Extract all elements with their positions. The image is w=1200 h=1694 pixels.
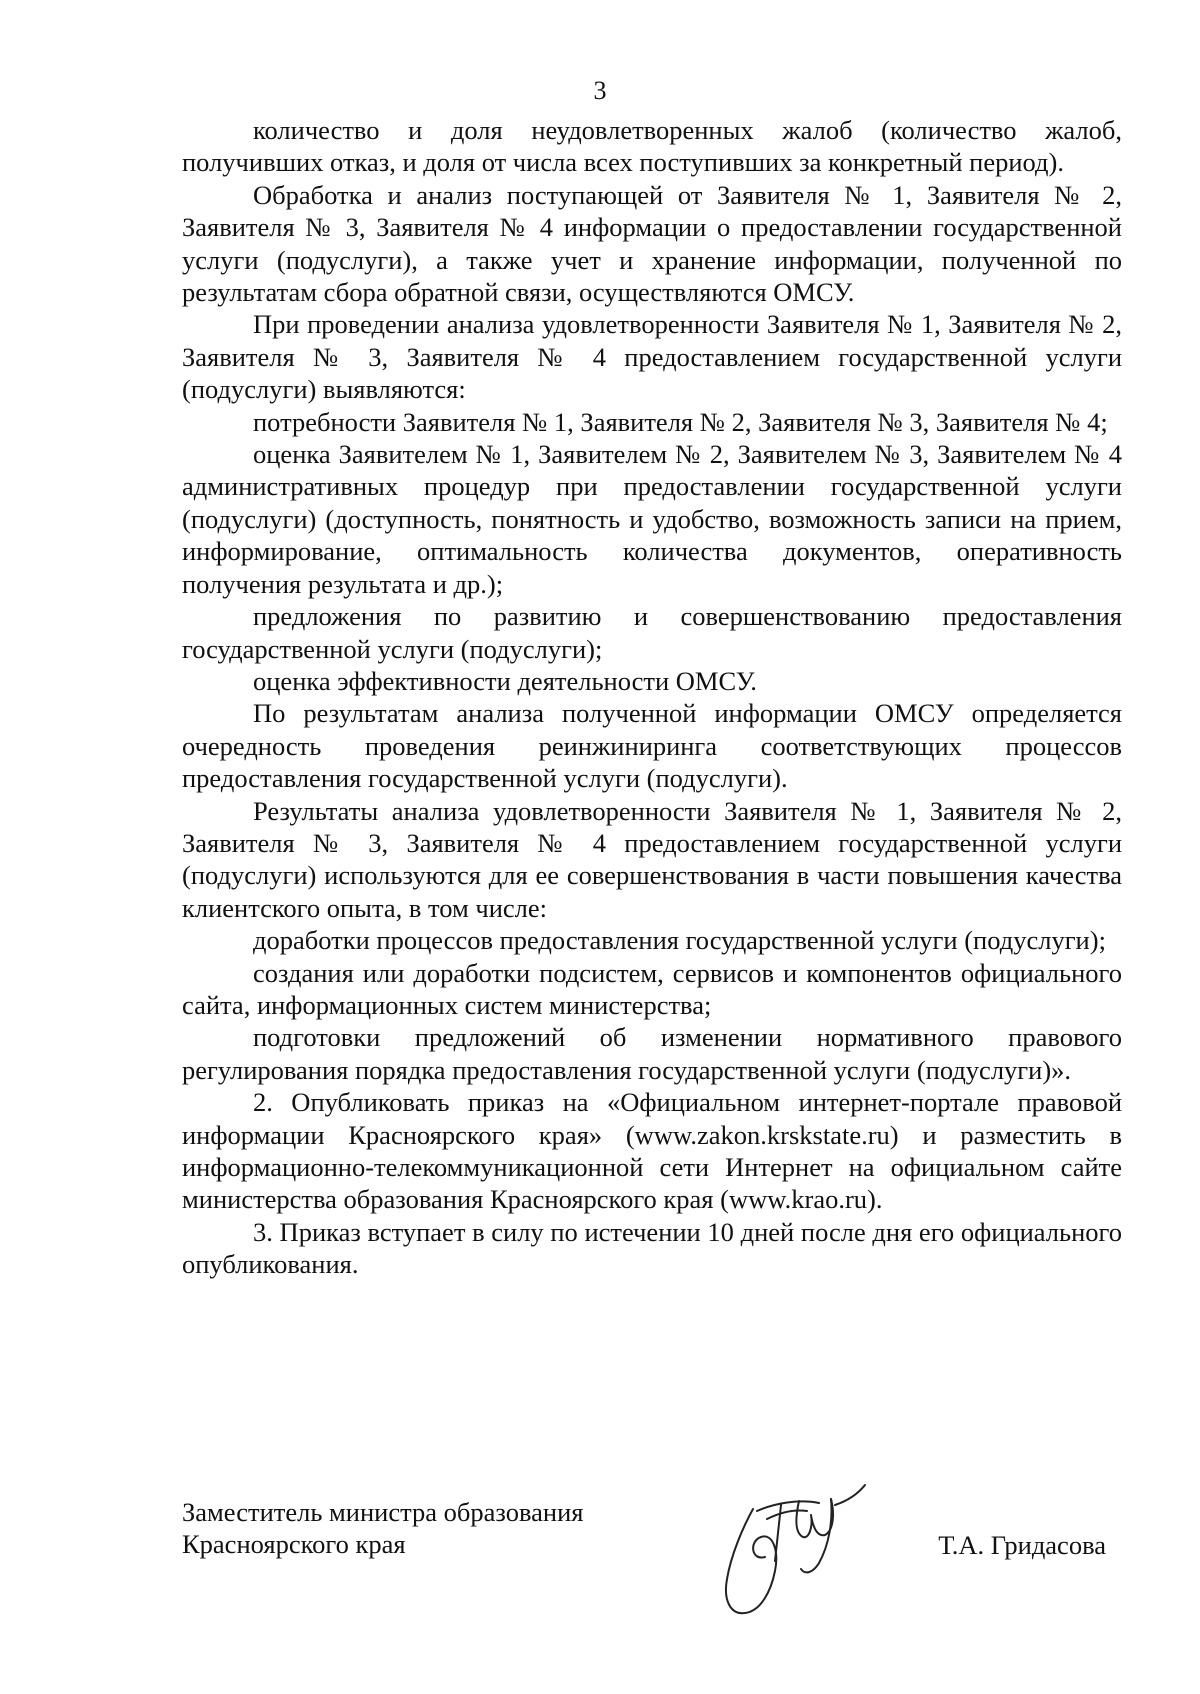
signatory-name: Т.А. Гридасова: [938, 1530, 1106, 1560]
paragraph: доработки процессов предоставления государственной услуги (подуслуги);: [253, 925, 1106, 956]
paragraph: предложения по развитию и совершенствованию предоставления государственной услуги (подуслуги);: [182, 601, 1122, 664]
paragraph: Результаты анализа удовлетворенности Заявителя № 1, Заявителя № 2, Заявителя № 3, Заявителя № 4 предоставлением государственной услуги (подуслуги) используются для ее совершенствования в части повышения качества клиентского опыта, в том числе:: [182, 795, 1122, 923]
paragraph: оценка Заявителем № 1, Заявителем № 2, Заявителем № 3, Заявителем № 4 административных процедур при предоставлении государственной услуги (подуслуги) (доступность, понятность и удобство, возможность записи на прием, информирование, оптимальность количества документов, оперативность получения результата и др.);: [182, 439, 1122, 599]
page-number: 3: [593, 76, 607, 105]
signatory-position-line: Заместитель министра образования: [182, 1497, 584, 1527]
paragraph: создания или доработки подсистем, сервисов и компонентов официального сайта, информационных систем министерства;: [182, 957, 1122, 1020]
signatory-position: [182, 1496, 583, 1561]
paragraph: 3. Приказ вступает в силу по истечении 10 дней после дня его официального опубликования.: [182, 1216, 1122, 1280]
paragraph: подготовки предложений об изменении нормативного правового регулирования порядка предоставления государственной услуги (подуслуги)».: [182, 1022, 1122, 1085]
paragraph: потребности Заявителя № 1, Заявителя № 2, Заявителя № 3, Заявителя № 4;: [253, 406, 1108, 437]
handwritten-signature: [695, 1475, 870, 1625]
paragraph: количество и доля неудовлетворенных жалоб (количество жалоб, получивших отказ, и доля от числа всех поступивших за конкретный период).: [182, 115, 1122, 178]
document-body: [182, 114, 1122, 1281]
paragraph: оценка эффективности деятельности ОМСУ.: [253, 665, 757, 696]
paragraph: При проведении анализа удовлетворенности Заявителя № 1, Заявителя № 2, Заявителя № 3, Заявителя № 4 предоставлением государственной услуги (подуслуги) выявляются:: [182, 309, 1122, 405]
paragraph: По результатам анализа полученной информации ОМСУ определяется очередность проведения реинжиниринга соответствующих процессов предоставления государственной услуги (подуслуги).: [182, 698, 1122, 794]
paragraph: 2. Опубликовать приказ на «Официальном интернет-портале правовой информации Красноярского края» (www.zakon.krskstate.ru) и разместить в информационно-телекоммуникационной сети Интернет на официальном сайте министерства образования Красноярского края (www.krao.ru).: [182, 1087, 1122, 1215]
paragraph: Обработка и анализ поступающей от Заявителя № 1, Заявителя № 2, Заявителя № 3, Заявителя № 4 информации о предоставлении государственной услуги (подуслуги), а также учет и хранение информации, полученной по результатам сбора обратной связи, осуществляются ОМСУ.: [182, 179, 1122, 308]
signatory-position-line: Красноярского края: [182, 1529, 406, 1560]
